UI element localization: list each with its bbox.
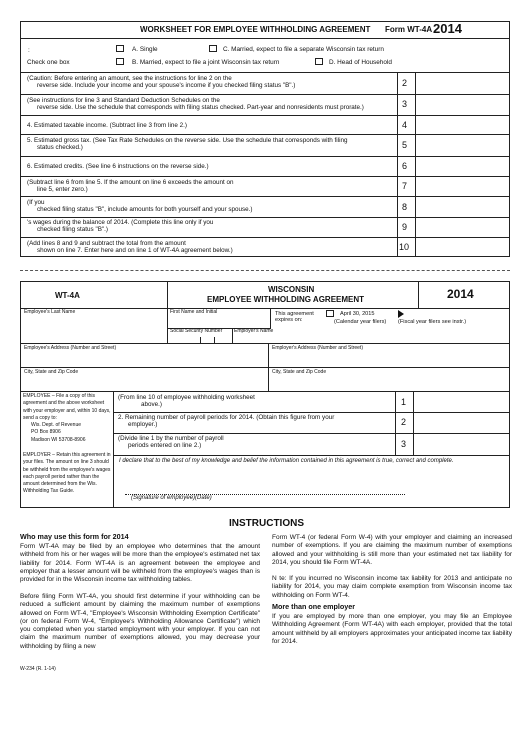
ag-line-3-rule (113, 455, 510, 456)
option-single: A. Single (132, 46, 158, 53)
para-before-filing: Before filing Form WT-4A, you should first determine if your withholding can be reduced a sufficient amount by claiming the maximum number of exemptions allowed on Form WT-4, "Employee's Wisconsin Withholding Exemption Certificate" (or on federal Form W-4, "Employee's Withholding Allowance Certificate") which you completed when you started employment with your employer. If you can not claim the maximum number of exemptions allowed, you may decrease your withholding by filing a new (20, 593, 260, 650)
employer-name-div (232, 328, 233, 343)
city-rule (20, 367, 510, 368)
line-8-number: 8 (402, 202, 408, 212)
first-name-label: First Name and Initial (170, 309, 218, 315)
line-7-text: (Subtract line 6 from line 5. If the amount on line 6 exceeds the amount on line 5, enter zero.) (27, 179, 234, 194)
employer-name-label: Employer's Name (234, 328, 274, 334)
worksheet-year: 2014 (433, 21, 462, 36)
number-column-rule (397, 72, 398, 257)
ag-amount-rule (413, 391, 414, 455)
line-5-number: 5 (402, 140, 408, 150)
checkbox-head-household[interactable] (315, 58, 323, 65)
ag-line-3-number: 3 (401, 439, 407, 449)
line-8-text: (If you checked filing status "B", include amounts for both yourself and your spouse.) (27, 199, 253, 214)
more-employer-heading: More than one employer (272, 602, 356, 611)
line-2-text: (Caution: Before entering an amount, see the instructions for line 2 on the reverse side. Include your income and your spouse's income if you checked filing status "B".) (27, 75, 296, 90)
line-9-number: 9 (402, 222, 408, 232)
ag-line-2-rule (113, 433, 510, 434)
checkbox-married-separate[interactable] (209, 45, 217, 52)
ag-line-1-text: (From line 10 of employee withholding worksheet above.) (118, 394, 255, 409)
para-wt4: Form WT-4 (or federal Form W-4) with your employer and claiming an increased number of exemptions. If you are claiming the maximum number of exemptions allowed and your withholding is still more than your estimated net tax liability for 2014, you should file Form WT-4A. (272, 534, 512, 566)
line-6-text: 6. Estimated credits. (See line 6 instructions on the reverse side.) (27, 163, 209, 170)
last-name-label: Employee's Last Name (24, 309, 76, 315)
line-4-number: 4 (402, 120, 408, 130)
status-colon: : (28, 47, 30, 54)
line-7-number: 7 (402, 181, 408, 191)
line-10-number: 10 (399, 242, 410, 252)
expires-label: This agreement expires on: (275, 311, 314, 324)
employee-address-label: Employee's Address (Number and Street) (24, 345, 117, 351)
title-rule (20, 38, 510, 39)
ag-line-1-number: 1 (401, 397, 407, 407)
amount-column-rule (415, 72, 416, 257)
line-2-rule (20, 94, 510, 95)
option-married-separate: C. Married, expect to file a separate Wisconsin tax return (223, 46, 384, 53)
line-6-rule (20, 176, 510, 177)
expires-div (270, 308, 271, 328)
employer-city-label: City, State and Zip Code (272, 369, 327, 375)
option-head-household: D. Head of Household (329, 59, 392, 66)
line-5-text: 5. Estimated gross tax. (See Tax Rate Schedules on the reverse side. Use the schedule that corresponds with filing status checked.) (27, 137, 348, 152)
ag-line-1-rule (113, 412, 510, 413)
status-rule (20, 72, 510, 73)
agreement-year: 2014 (447, 287, 474, 301)
ag-line-3-text: (Divide line 1 by the number of payroll periods entered on line 2.) (118, 435, 224, 450)
line-9-rule (20, 237, 510, 238)
checkbox-married-joint[interactable] (116, 58, 124, 65)
line-6-number: 6 (402, 161, 408, 171)
line-4-rule (20, 134, 510, 135)
instructions-heading: INSTRUCTIONS (229, 518, 304, 529)
employee-copy-note: EMPLOYEE – File a copy of this agreement and the above worksheet with your employer and, within 10 days, send a copy to: Wis. Dept. of Revenue PO Box 8906 Madison WI 53708-8906 (23, 393, 111, 443)
para-more-employer: If you are employed by more than one employer, you may file an Employee Withholding Agreement (Form WT-4A) with each employer, provided that the total amount withheld by all employers approximates your anticipated income tax liability for 2014. (272, 613, 512, 645)
cut-line (20, 270, 510, 271)
address-rule (20, 343, 510, 344)
form-footer: W-234 (R. 1-14) (20, 666, 56, 672)
employee-city-label: City, State and Zip Code (24, 369, 79, 375)
line-4-text: 4. Estimated taxable income. (Subtract line 3 from line 2.) (27, 122, 187, 129)
line-3-number: 3 (402, 99, 408, 109)
check-one-label: Check one box (27, 59, 70, 66)
fiscal-arrow-icon (398, 310, 404, 318)
option-married-joint: B. Married, expect to file a joint Wisconsin tax return (132, 59, 280, 66)
line-7-rule (20, 196, 510, 197)
header-div-2 (418, 281, 419, 308)
ag-line-2-text: 2. Remaining number of payroll periods for 2014. (Obtain this figure from your employer.) (118, 414, 335, 429)
ag-line-2-number: 2 (401, 417, 407, 427)
who-heading: Who may use this form for 2014 (20, 532, 129, 541)
expires-checkbox[interactable] (326, 310, 334, 317)
line-8-rule (20, 217, 510, 218)
ssn-label: Social Security Number (170, 328, 223, 334)
lines-rule (20, 391, 510, 392)
employer-copy-note: EMPLOYER – Retain this agreement in your files. The amount on line 3 should be withheld from the employee's wages each payroll period rather than the amount determined from the Wis. Withholding Tax Guide. (23, 452, 111, 495)
header-div-1 (167, 281, 168, 343)
checkbox-single[interactable] (116, 45, 124, 52)
calendar-year-label: (Calendar year filers) (334, 319, 387, 325)
agreement-form-id: WT-4A (55, 291, 80, 300)
signature-label: (Signature of employee)(Date) (131, 495, 212, 501)
agreement-title: EMPLOYEE WITHHOLDING AGREEMENT (207, 295, 365, 304)
line-9-text: 's wages during the balance of 2014. (Complete this line only if you checked filing status "B".) (27, 219, 214, 234)
para-who: Form WT-4A may be filed by an employee who determines that the amount withheld from his or her wages will be more than the employee's estimated net tax liability for 2014. Form WT-4A is an agreement between the employee and employer that a lesser amount will be withheld from the employee's wages than is provided for in the Wisconsin income tax withholding tables. (20, 543, 260, 584)
worksheet-title: WORKSHEET FOR EMPLOYEE WITHHOLDING AGREEMENT (140, 25, 371, 34)
expires-date: April 30, 2015 (340, 311, 375, 317)
declaration: I declare that to the best of my knowledge and belief the information contained in this agreement is true, correct and complete. (119, 458, 454, 464)
line-3-rule (20, 115, 510, 116)
ag-number-rule (395, 391, 396, 455)
line-3-text: (See instructions for line 3 and Standard Deduction Schedules on the reverse side. Use the schedule that corresponds with filing status checked. Part-year and nonresidents must prorate.) (27, 97, 364, 112)
para-note: N te: If you incurred no Wisconsin income tax liability for 2013 and anticipate no liability for 2014, you may claim complete exemption from Wisconsin income tax withholding on Form WT-4. (272, 575, 512, 599)
line-10-text: (Add lines 8 and 9 and subtract the total from the amount shown on line 7. Enter here and on line 1 of WT-4A agreement below.) (27, 240, 233, 255)
agreement-state: WISCONSIN (268, 285, 315, 294)
line-2-number: 2 (402, 78, 408, 88)
line-5-rule (20, 156, 510, 157)
notes-div (113, 391, 114, 508)
employer-address-label: Employer's Address (Number and Street) (272, 345, 363, 351)
header-rule (20, 308, 510, 309)
form-label: Form WT-4A (385, 25, 433, 34)
fiscal-year-label: (Fiscal year filers see instr.) (398, 319, 467, 325)
